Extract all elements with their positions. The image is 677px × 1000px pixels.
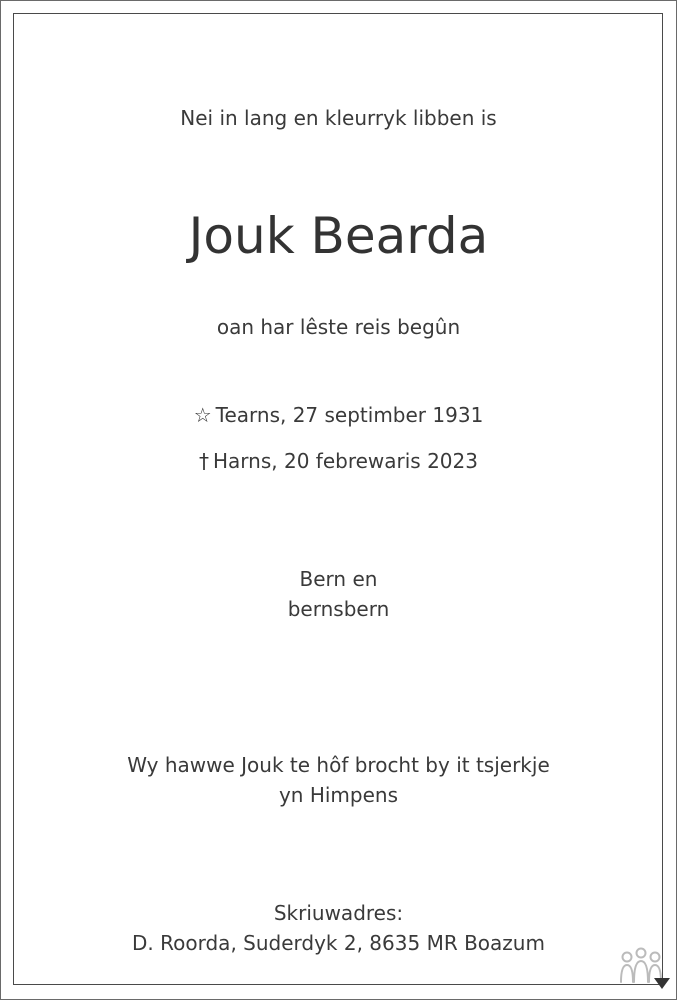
dagger-icon: † xyxy=(199,449,209,473)
address-label: Skriuwadres: xyxy=(273,901,404,925)
intro-line: Nei in lang en kleurryk libben is xyxy=(180,106,497,130)
birth-text: Tearns, 27 septimber 1931 xyxy=(215,403,484,427)
subline: oan har lêste reis begûn xyxy=(216,315,461,339)
triangle-down-icon[interactable] xyxy=(654,978,670,989)
burial-line-1: Wy hawwe Jouk te hôf brocht by it tsjerkje xyxy=(127,753,550,777)
star-outline-icon: ☆ xyxy=(193,403,212,427)
burial-line-2: yn Himpens xyxy=(278,783,399,807)
death-line xyxy=(0,447,677,475)
family-line-1: Bern en xyxy=(299,567,378,591)
death-text: Harns, 20 febrewaris 2023 xyxy=(213,449,478,473)
address-text: D. Roorda, Suderdyk 2, 8635 MR Boazum xyxy=(132,931,545,955)
deceased-name: Jouk Bearda xyxy=(188,207,489,265)
family-line-2: bernsbern xyxy=(287,597,390,621)
inner-frame xyxy=(13,13,663,985)
birth-line xyxy=(0,401,677,429)
